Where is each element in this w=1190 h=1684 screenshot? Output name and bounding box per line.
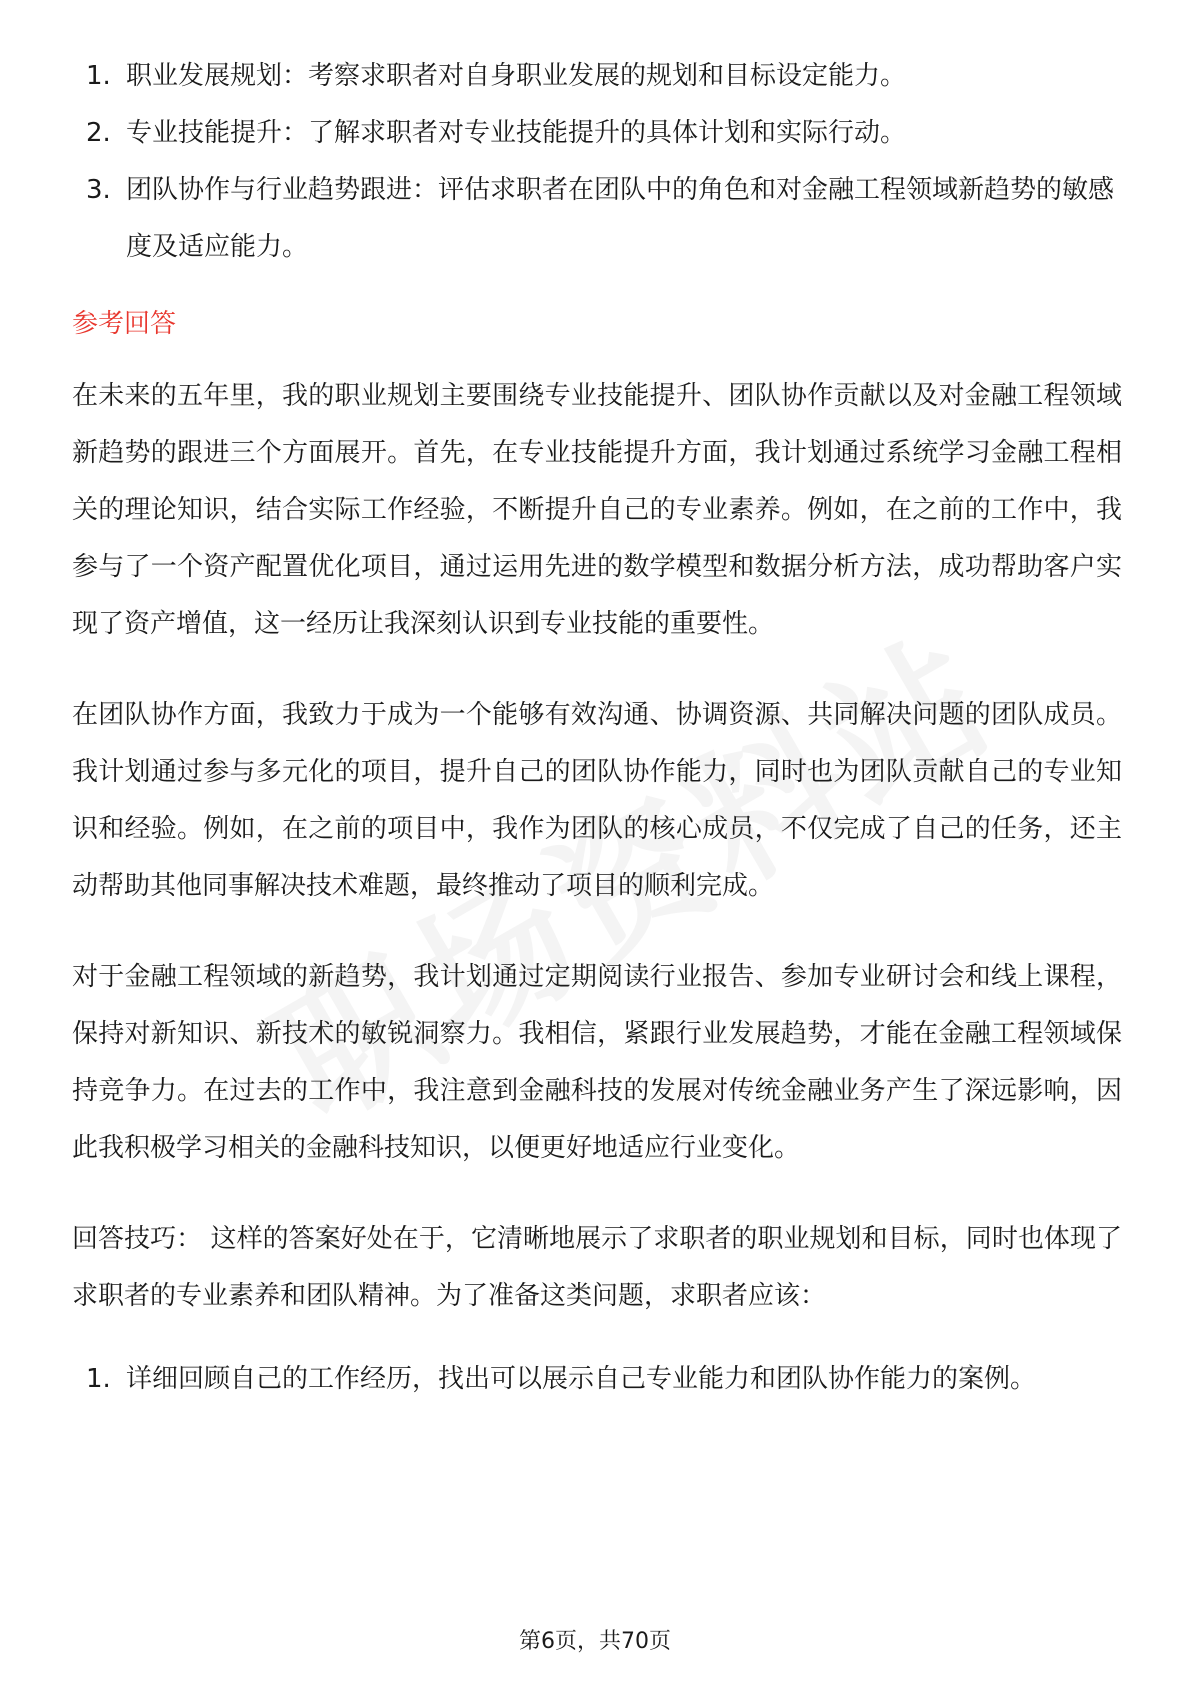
list-text: 团队协作与行业趋势跟进：评估求职者在团队中的角色和对金融工程领域新趋势的敏感度及适应能力。 <box>126 175 1115 262</box>
answer-paragraph: 在团队协作方面，我致力于成为一个能够有效沟通、协调资源、共同解决问题的团队成员。我计划通过参与多元化的项目，提升自己的团队协作能力，同时也为团队贡献自己的专业知识和经验。例如，在之前的项目中，我作为团队的核心成员，不仅完成了自己的任务，还主动帮助其他同事解决技术难题，最终推动了项目的顺利完成。 <box>72 700 1122 901</box>
list-text: 详细回顾自己的工作经历，找出可以展示自己专业能力和团队协作能力的案例。 <box>126 1364 1037 1394</box>
list-text: 职业发展规划：考察求职者对自身职业发展的规划和目标设定能力。 <box>126 61 907 91</box>
evaluation-points-list <box>72 48 1122 276</box>
page-number: 第6页，共70页 <box>519 1629 671 1654</box>
list-text: 专业技能提升：了解求职者对专业技能提升的具体计划和实际行动。 <box>126 118 907 148</box>
page-content <box>72 48 1122 1408</box>
list-item <box>72 105 1122 162</box>
tips-paragraph: 回答技巧： 这样的答案好处在于，它清晰地展示了求职者的职业规划和目标，同时也体现了求职者的专业素养和团队精神。为了准备这类问题，求职者应该： <box>72 1224 1122 1311</box>
section-title: 参考回答 <box>72 309 177 339</box>
list-number: 1. <box>86 1364 111 1394</box>
list-item <box>72 48 1122 105</box>
tips-list <box>72 1351 1122 1408</box>
list-number: 2. <box>86 118 111 148</box>
list-item <box>72 162 1122 276</box>
list-item <box>72 1351 1122 1408</box>
list-number: 1. <box>86 61 111 91</box>
answer-paragraph: 在未来的五年里，我的职业规划主要围绕专业技能提升、团队协作贡献以及对金融工程领域新趋势的跟进三个方面展开。首先，在专业技能提升方面，我计划通过系统学习金融工程相关的理论知识，结合实际工作经验，不断提升自己的专业素养。例如，在之前的工作中，我参与了一个资产配置优化项目，通过运用先进的数学模型和数据分析方法，成功帮助客户实现了资产增值，这一经历让我深刻认识到专业技能的重要性。 <box>72 381 1122 639</box>
list-number: 3. <box>86 175 111 205</box>
answer-paragraph: 对于金融工程领域的新趋势，我计划通过定期阅读行业报告、参加专业研讨会和线上课程，保持对新知识、新技术的敏锐洞察力。我相信，紧跟行业发展趋势，才能在金融工程领域保持竞争力。在过去的工作中，我注意到金融科技的发展对传统金融业务产生了深远影响，因此我积极学习相关的金融科技知识，以便更好地适应行业变化。 <box>72 962 1122 1163</box>
